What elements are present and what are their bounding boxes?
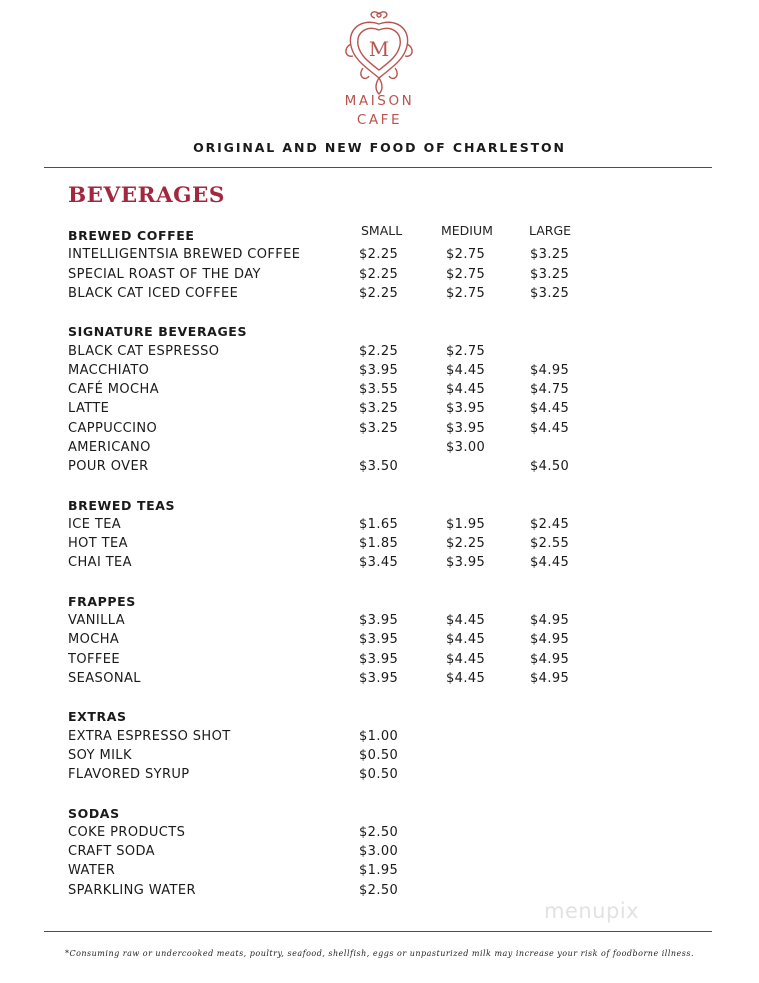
price-small: $2.25 [359, 343, 399, 359]
price-large: $4.45 [530, 420, 570, 436]
column-header-medium: MEDIUM [441, 223, 493, 238]
price-large: $4.45 [530, 401, 570, 417]
price-small: $0.50 [359, 747, 399, 763]
price-large: $4.75 [530, 382, 570, 397]
logo-monogram: M [368, 37, 390, 61]
item-name: BLACK CAT ICED COFFEE [68, 285, 239, 301]
price-medium: $2.75 [446, 343, 486, 359]
item-name: FLAVORED SYRUP [68, 767, 190, 782]
section-header [0, 496, 759, 515]
item-name: WATER [68, 863, 116, 879]
price-small: $3.25 [359, 401, 399, 417]
price-medium: $1.95 [446, 516, 486, 532]
price-small: $2.25 [359, 247, 399, 263]
price-large: $4.45 [530, 555, 570, 571]
price-small: $3.50 [359, 459, 399, 474]
price-small: $3.95 [359, 362, 399, 378]
brand-name-line1: MAISON [344, 93, 415, 109]
price-large: $4.95 [530, 632, 570, 648]
price-medium: $2.25 [446, 536, 486, 551]
price-medium: $4.45 [446, 651, 486, 667]
section-title: EXTRAS [68, 709, 127, 725]
section-header [0, 226, 759, 245]
brand-name-line2: CAFE [356, 112, 403, 128]
price-medium: $2.75 [446, 266, 486, 282]
menu-item [0, 265, 759, 284]
foodborne-disclaimer: *Consuming raw or undercooked meats, poultry, seafood, shellfish, eggs or unpasturized milk may increase your risk of foodborne illness. [64, 949, 695, 958]
price-medium: $4.45 [446, 613, 486, 628]
price-small: $3.00 [359, 844, 399, 859]
bottom-divider [44, 931, 712, 932]
item-name: MACCHIATO [68, 362, 150, 378]
menu-item [0, 245, 759, 264]
section-title: FRAPPES [68, 593, 136, 609]
price-medium: $3.95 [446, 401, 486, 417]
menu-item [0, 534, 759, 553]
item-name: SPARKLING WATER [68, 882, 196, 898]
price-medium: $4.45 [446, 362, 486, 378]
price-small: $3.95 [359, 651, 399, 667]
item-name: VANILLA [68, 613, 125, 628]
price-medium: $4.45 [446, 670, 486, 686]
price-small: $3.95 [359, 670, 399, 686]
section-title: SIGNATURE BEVERAGES [68, 324, 248, 340]
section-header [0, 804, 759, 823]
item-name: CRAFT SODA [68, 844, 155, 859]
watermark: menupix [544, 899, 640, 923]
menu-heading: BEVERAGES [68, 183, 225, 208]
menu-item [0, 842, 759, 861]
item-name: CAPPUCCINO [68, 420, 158, 436]
price-medium: $2.75 [446, 247, 486, 263]
price-large: $4.50 [530, 459, 570, 474]
price-small: $1.00 [359, 728, 399, 744]
menu-item [0, 361, 759, 380]
top-divider [44, 167, 712, 168]
price-medium: $2.75 [446, 285, 486, 301]
menu-item [0, 611, 759, 630]
section-header [0, 707, 759, 726]
maison-cafe-logo [339, 8, 419, 96]
menu-item [0, 553, 759, 572]
item-name: SOY MILK [68, 747, 132, 763]
item-name: AMERICANO [68, 439, 151, 455]
price-large: $4.95 [530, 613, 570, 628]
item-name: CAFÉ MOCHA [68, 382, 159, 397]
item-name: INTELLIGENTSIA BREWED COFFEE [68, 247, 301, 263]
menu-item [0, 746, 759, 765]
menu-item [0, 515, 759, 534]
menu-item [0, 823, 759, 842]
price-large: $4.95 [530, 670, 570, 686]
price-medium: $4.45 [446, 632, 486, 648]
menu-item [0, 438, 759, 457]
item-name: HOT TEA [68, 536, 128, 551]
menu-item [0, 342, 759, 361]
price-small: $3.25 [359, 420, 399, 436]
price-large: $3.25 [530, 247, 570, 263]
item-name: LATTE [68, 401, 110, 417]
menu-item [0, 650, 759, 669]
price-small: $3.95 [359, 613, 399, 628]
price-large: $2.45 [530, 516, 570, 532]
menu-item [0, 765, 759, 784]
item-name: POUR OVER [68, 459, 149, 474]
price-small: $3.45 [359, 555, 399, 571]
column-header-large: LARGE [529, 223, 572, 238]
price-small: $2.25 [359, 285, 399, 301]
price-small: $2.50 [359, 882, 399, 898]
menu-item [0, 861, 759, 880]
section-header [0, 322, 759, 341]
item-name: COKE PRODUCTS [68, 824, 186, 840]
price-medium: $3.95 [446, 555, 486, 571]
price-large: $3.25 [530, 266, 570, 282]
item-name: SEASONAL [68, 670, 141, 686]
menu-item [0, 419, 759, 438]
section-title: BREWED TEAS [68, 497, 176, 513]
column-header-small: SMALL [361, 223, 403, 238]
item-name: CHAI TEA [68, 555, 132, 571]
section-header [0, 592, 759, 611]
section-title: SODAS [68, 805, 120, 821]
item-name: TOFFEE [68, 651, 120, 667]
tagline: ORIGINAL AND NEW FOOD OF CHARLESTON [193, 140, 566, 155]
item-name: BLACK CAT ESPRESSO [68, 343, 220, 359]
item-name: SPECIAL ROAST OF THE DAY [68, 266, 261, 282]
price-small: $2.25 [359, 266, 399, 282]
price-medium: $3.95 [446, 420, 486, 436]
price-small: $2.50 [359, 824, 399, 840]
price-large: $2.55 [530, 536, 570, 551]
menu-item [0, 399, 759, 418]
price-small: $3.95 [359, 632, 399, 648]
price-small: $0.50 [359, 767, 399, 782]
price-medium: $4.45 [446, 382, 486, 397]
section-title: BREWED COFFEE [68, 228, 195, 243]
price-large: $4.95 [530, 362, 570, 378]
menu-item [0, 881, 759, 900]
price-medium: $3.00 [446, 439, 486, 455]
price-small: $1.65 [359, 516, 399, 532]
menu-item [0, 457, 759, 476]
menu-item [0, 669, 759, 688]
menu-item [0, 380, 759, 399]
price-small: $1.95 [359, 863, 399, 879]
menu-item [0, 284, 759, 303]
menu-item [0, 630, 759, 649]
price-large: $4.95 [530, 651, 570, 667]
price-large: $3.25 [530, 285, 570, 301]
item-name: EXTRA ESPRESSO SHOT [68, 728, 231, 744]
item-name: MOCHA [68, 632, 120, 648]
item-name: ICE TEA [68, 516, 122, 532]
price-small: $3.55 [359, 382, 399, 397]
price-small: $1.85 [359, 536, 399, 551]
menu-item [0, 727, 759, 746]
